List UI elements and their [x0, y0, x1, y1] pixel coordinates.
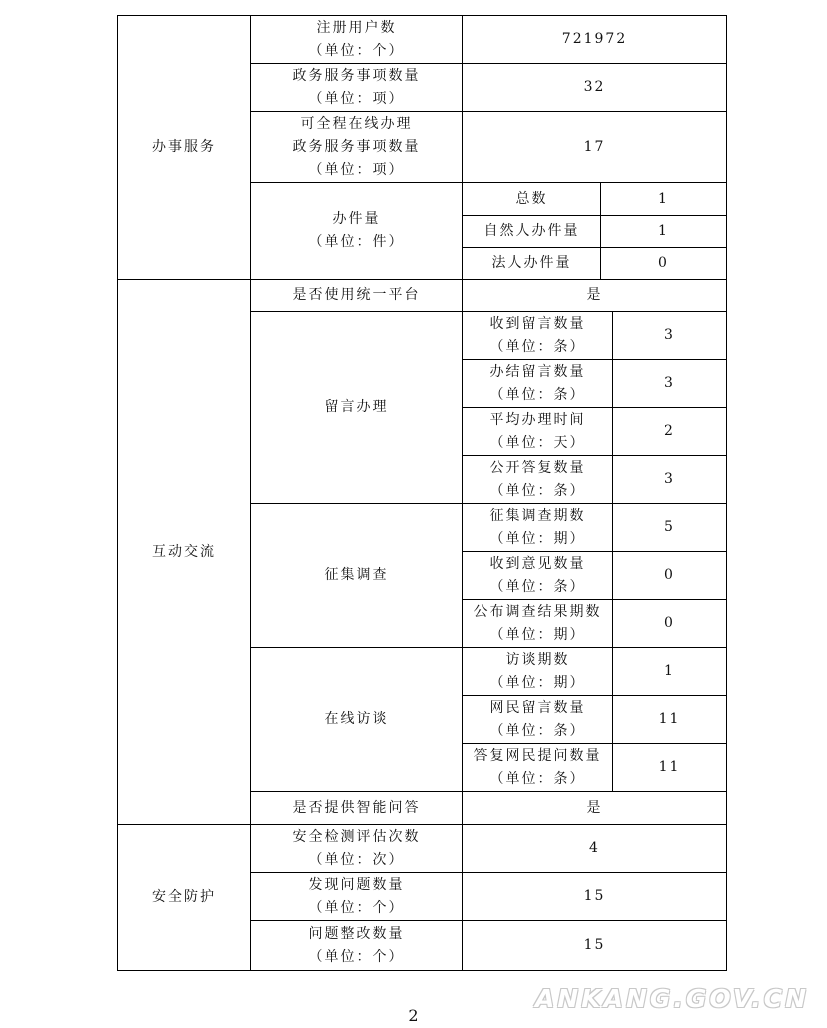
- row-label: 问题整改数量 （单位：个）: [251, 921, 463, 971]
- row-value: 是: [463, 280, 727, 312]
- sub-value: 3: [613, 312, 727, 360]
- row-value: 4: [463, 825, 727, 873]
- sub-label: 网民留言数量 （单位：条）: [463, 696, 613, 744]
- sub-label: 法人办件量: [463, 248, 601, 280]
- site-watermark: ANKANG.GOV.CN: [534, 984, 809, 1013]
- sub-label: 平均办理时间 （单位：天）: [463, 408, 613, 456]
- row-label: 是否使用统一平台: [251, 280, 463, 312]
- row-label-handled: 办件量 （单位：件）: [251, 183, 463, 280]
- group-label-survey: 征集调查: [251, 504, 463, 648]
- sub-value: 1: [613, 648, 727, 696]
- row-value: 32: [463, 64, 727, 112]
- row-value: 17: [463, 112, 727, 183]
- row-label: 政务服务事项数量 （单位：项）: [251, 64, 463, 112]
- table-row: [118, 280, 727, 312]
- statistics-table: [117, 15, 727, 971]
- sub-label: 公开答复数量 （单位：条）: [463, 456, 613, 504]
- sub-label: 总数: [463, 183, 601, 216]
- row-label: 可全程在线办理 政务服务事项数量 （单位：项）: [251, 112, 463, 183]
- page-number: 2: [408, 1006, 419, 1025]
- sub-label: 答复网民提问数量 （单位：条）: [463, 744, 613, 792]
- row-label: 安全检测评估次数 （单位：次）: [251, 825, 463, 873]
- sub-value: 11: [613, 744, 727, 792]
- sub-label: 办结留言数量 （单位：条）: [463, 360, 613, 408]
- row-label: 发现问题数量 （单位：个）: [251, 873, 463, 921]
- sub-value: 11: [613, 696, 727, 744]
- row-value: 是: [463, 792, 727, 825]
- sub-label: 征集调查期数 （单位：期）: [463, 504, 613, 552]
- group-label-interview: 在线访谈: [251, 648, 463, 792]
- row-value: 15: [463, 873, 727, 921]
- table-row: [118, 16, 727, 64]
- row-value: 721972: [463, 16, 727, 64]
- sub-label: 自然人办件量: [463, 216, 601, 248]
- table-row: [118, 825, 727, 873]
- sub-value: 3: [613, 456, 727, 504]
- sub-label: 公布调查结果期数 （单位：期）: [463, 600, 613, 648]
- sub-value: 2: [613, 408, 727, 456]
- category-security: 安全防护: [118, 825, 251, 971]
- group-label-messages: 留言办理: [251, 312, 463, 504]
- sub-value: 1: [601, 183, 727, 216]
- row-value: 15: [463, 921, 727, 971]
- category-interaction: 互动交流: [118, 280, 251, 825]
- sub-label: 收到留言数量 （单位：条）: [463, 312, 613, 360]
- sub-value: 1: [601, 216, 727, 248]
- sub-value: 5: [613, 504, 727, 552]
- row-label: 注册用户数 （单位：个）: [251, 16, 463, 64]
- category-service: 办事服务: [118, 16, 251, 280]
- sub-label: 收到意见数量 （单位：条）: [463, 552, 613, 600]
- sub-value: 0: [613, 600, 727, 648]
- sub-value: 3: [613, 360, 727, 408]
- row-label: 是否提供智能问答: [251, 792, 463, 825]
- sub-value: 0: [613, 552, 727, 600]
- sub-value: 0: [601, 248, 727, 280]
- sub-label: 访谈期数 （单位：期）: [463, 648, 613, 696]
